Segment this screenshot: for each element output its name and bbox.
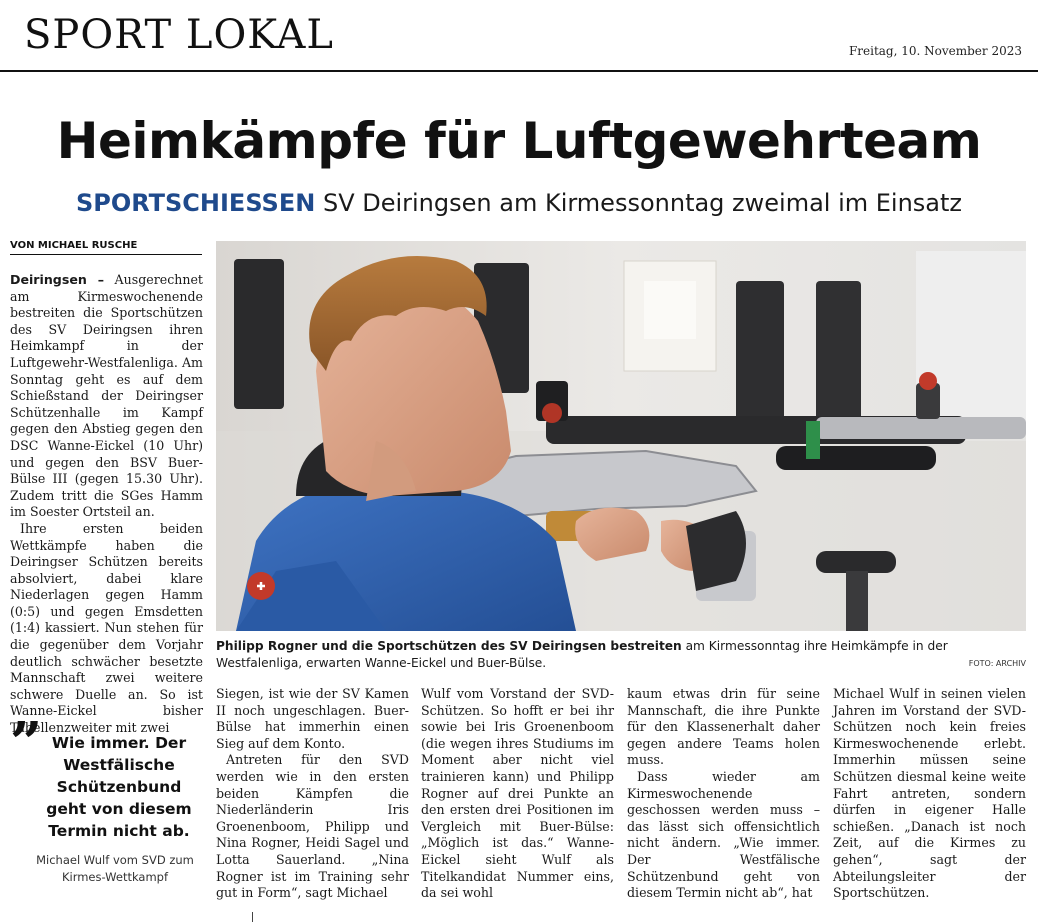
paragraph: Michael Wulf in seinen vielen Jahren im Vorstand der SVD-Schützen noch kein freies Kirmeswochenende erlebt. Immerhin müssen seine Schützen diesmal keine weite Fahrt antreten, sondern dürfen in eigener Halle schießen. „Danach ist noch Zeit, auf die Kirmes zu gehen“, sagt der Abteilungsleiter der Sportschützen. <box>833 686 1026 901</box>
article-column-3 <box>421 686 614 902</box>
caption-lead: Philipp Rogner und die Sportschützen des SV Deiringsen bestreiten <box>216 639 682 653</box>
article-column-4 <box>627 686 820 902</box>
article-photo <box>216 241 1026 631</box>
dateline: Deiringsen – <box>10 272 105 287</box>
column-rule <box>252 912 253 922</box>
article-column-2 <box>216 686 409 902</box>
masthead-rule <box>0 70 1038 72</box>
article-column-5 <box>833 686 1026 902</box>
article-headline: Heimkämpfe für Luftgewehrteam <box>56 112 982 170</box>
section-masthead: SPORT LOKAL <box>24 12 334 58</box>
section-kicker: SPORTSCHIESSEN <box>75 189 316 217</box>
paragraph: Dass wieder am Kirmeswochenende geschossen werden muss – das lässt sich offensichtlich nicht ändern. „Wie immer. Der Westfälische Schützenbund geht von diesem Termin nicht ab“, hat <box>627 768 820 901</box>
photo-credit: FOTO: ARCHIV <box>968 659 1026 668</box>
subheadline-text: SV Deiringsen am Kirmessonntag zweimal im Einsatz <box>322 189 963 217</box>
byline: VON MICHAEL RUSCHE <box>10 240 202 255</box>
paragraph: Antreten für den SVD werden wie in den ersten beiden Kämpfen die Niederländerin Iris Groenenboom, Philipp und Nina Rogner, Heidi Sagel und Lotta Sauerland. „Nina Rogner ist im Training sehr gut in Form“, sagt Michael <box>216 752 409 901</box>
paragraph: Ihre ersten beiden Wettkämpfe haben die Deiringser Schützen bereits absolviert, dabei klare Niederlagen gegen Hamm (0:5) und gegen Emsdetten (1:4) kassiert. Nun stehen für die gegenüber dem Vorjahr deutlich schwächer besetzte Mannschaft zwei weitere schwere Duelle an. So ist Wanne-Eickel bisher Tabellenzweiter mit zwei <box>10 520 203 736</box>
quote-icon: ” <box>10 710 43 776</box>
article-subheadline <box>0 189 1038 217</box>
issue-date: Freitag, 10. November 2023 <box>848 44 1022 58</box>
pull-quote: Wie immer. Der Westfälische Schützenbund geht von diesem Termin nicht ab. <box>46 734 192 840</box>
paragraph: kaum etwas drin für seine Mannschaft, die ihre Punkte für den Klassenerhalt daher gegen andere Teams holen muss. <box>627 686 820 768</box>
quote-attribution: Michael Wulf vom SVD zum Kirmes-Wettkampf <box>36 853 194 884</box>
photo-illustration <box>216 241 1026 631</box>
paragraph-text: Ausgerechnet am Kirmeswochenende bestreiten die Sportschützen des SV Deiringsen ihren Heimkampf in der Luftgewehr-Westfalenliga. Am Sonntag geht es auf dem Schießstand der Deiringser Schützenhalle im Kampf gegen den Abstieg gegen den DSC Wanne-Eickel (10 Uhr) und gegen den BSV Buer-Bülse III (gegen 15.30 Uhr). Zudem tritt die SGes Hamm im Soester Ortsteil an. <box>10 272 203 520</box>
photo-caption <box>216 638 1026 672</box>
article-column-1 <box>10 272 203 736</box>
paragraph: Siegen, ist wie der SV Kamen II noch ungeschlagen. Buer-Bülse hat immerhin einen Sieg auf dem Konto. <box>216 686 409 751</box>
caption-text: am Kirmessonntag ihre Heimkämpfe in der Westfalenliga, erwarten Wanne-Eickel und Buer-Bülse. <box>216 639 948 670</box>
paragraph <box>10 272 203 521</box>
paragraph: Wulf vom Vorstand der SVD-Schützen. So hofft er bei ihr sowie bei Iris Groenenboom (die wegen ihres Studiums im Moment aber nicht viel trainieren kann) und Philipp Rogner auf drei Punkte an den ersten drei Positionen im Vergleich mit Buer-Bülse: „Möglich ist das.“ Wanne-Eickel sieht Wulf als Titelkandidat Nummer eins, da sei wohl <box>421 686 614 901</box>
